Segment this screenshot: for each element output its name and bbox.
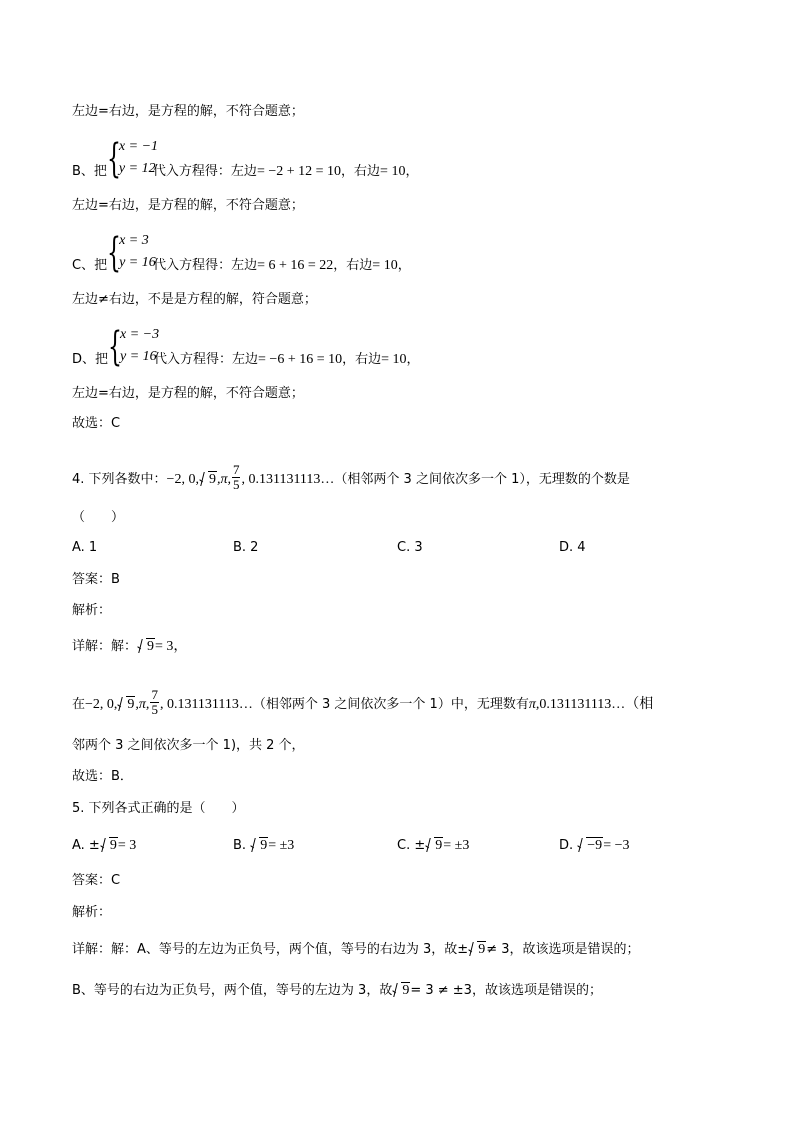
sqrt-9 (199, 471, 217, 489)
radicand: 9 (109, 838, 117, 853)
numerator: 7 (151, 687, 158, 702)
question-4-number: 4. 下列各数中： (72, 472, 167, 487)
right-side-label: ，右边 (341, 163, 381, 179)
option-label: C. ± (397, 838, 426, 853)
sqrt-9 (117, 696, 135, 714)
option-rhs: = ±3 (443, 838, 470, 853)
result-eq: = 3， (155, 639, 188, 654)
question-4-stem (72, 455, 630, 495)
substitute-text: 代入方程得：左边 (152, 163, 257, 179)
left-side-d: = −6 + 16 = 10 (258, 351, 343, 367)
equation-system-c: { x = 3 y = 16 (107, 230, 156, 276)
option-label: D. (559, 838, 578, 853)
equation-system-d: { x = −3 y = 16 (108, 324, 160, 370)
right-side-label: ，右边 (342, 351, 382, 367)
analysis-q4: 解析： (72, 603, 112, 618)
radicand: 9 (127, 697, 135, 712)
number-list-part: −2, 0, (166, 472, 199, 487)
radicand: 9 (478, 942, 486, 957)
fraction-seven-fifths (150, 688, 159, 717)
right-side-c: = 10 (372, 257, 398, 273)
system-b-x: x = −1 (118, 139, 159, 154)
detail-text-end: ≠ 3，故该选项是错误的； (486, 942, 640, 957)
left-side-b: = −2 + 12 = 10 (256, 163, 342, 179)
line-b-conclusion: 左边=右边，是方程的解，不符合题意； (72, 198, 304, 213)
radicand: 9 (402, 983, 410, 998)
q4-option-a[interactable]: A. 1 (72, 540, 98, 555)
detail-label: 详解：解： (72, 639, 138, 654)
left-side-c: = 6 + 16 = 22 (257, 257, 334, 273)
sqrt-9 (468, 941, 486, 959)
radicand: −9 (587, 838, 603, 853)
repeating-decimal-2: 0.131131113…（相 (539, 697, 654, 712)
q5-option-a[interactable] (72, 837, 136, 855)
line-c-conclusion: 左边≠右边，不是是方程的解，符合题意； (72, 292, 317, 307)
system-b-y: y = 12 (118, 161, 156, 176)
detail-text-end: = 3 ≠ ±3，故该选项是错误的； (410, 983, 602, 998)
radicand: 9 (147, 639, 155, 654)
option-label: B. (233, 838, 251, 853)
line-d-conclusion: 左边=右边，是方程的解，不符合题意； (72, 386, 304, 401)
sqrt-9 (137, 638, 155, 656)
option-rhs: = ±3 (268, 838, 295, 853)
system-c-x: x = 3 (119, 233, 149, 248)
sqrt-neg-9 (577, 837, 603, 855)
system-c-y: y = 16 (119, 255, 156, 270)
comma: ， (406, 351, 420, 367)
answer-choice-q4: 故选：B． (72, 769, 133, 784)
comma: ， (397, 257, 411, 273)
equation-system-b: { x = −1 y = 12 (106, 136, 159, 182)
q4-option-b[interactable]: B. 2 (233, 540, 259, 555)
label-d: D、把 (72, 351, 109, 367)
q5-option-b[interactable] (233, 837, 294, 855)
system-d-x: x = −3 (120, 327, 160, 342)
option-d-substitution (72, 326, 420, 368)
answer-choice-q3: 故选：C (72, 416, 121, 431)
detail-text: 详解：解：A、等号的左边为正负号，两个值，等号的右边为 3，故± (72, 942, 469, 957)
radicand: 9 (260, 838, 268, 853)
answer-q4: 答案：B (72, 572, 120, 587)
q5-option-d[interactable] (559, 837, 629, 855)
denominator: 5 (232, 477, 240, 492)
label-b: B、把 (72, 163, 107, 179)
q4-option-c[interactable]: C. 3 (397, 540, 423, 555)
radicand: 9 (435, 838, 443, 853)
right-side-label: ，右边 (333, 257, 373, 273)
option-rhs: = 3 (117, 838, 137, 853)
pi-symbol: ,π, (216, 472, 231, 487)
answer-q5: 答案：C (72, 873, 121, 888)
detail-q4 (72, 638, 187, 656)
pi-symbol: π, (528, 697, 540, 712)
question-4-text: （相邻两个 3 之间依次多一个 1），无理数的个数是 (334, 472, 630, 487)
radicand: 9 (208, 472, 216, 487)
repeating-decimal: , 0.131131113… (159, 697, 253, 712)
repeating-decimal: , 0.131131113… (241, 472, 335, 487)
pi-symbol: ,π, (135, 697, 150, 712)
detail-q5-a (72, 941, 640, 959)
denominator: 5 (151, 702, 158, 717)
irrational-count: 邻两个 3 之间依次多一个 1)，共 2 个， (72, 738, 305, 753)
system-d-y: y = 16 (120, 349, 157, 364)
right-side-d: = 10 (381, 351, 407, 367)
irrational-text: （相邻两个 3 之间依次多一个 1）中，无理数有 (252, 697, 529, 712)
irrational-list-line (72, 680, 653, 720)
option-rhs: = −3 (603, 838, 630, 853)
numerator: 7 (232, 462, 240, 477)
detail-q5-b (72, 982, 602, 1000)
substitute-text: 代入方程得：左边 (153, 257, 258, 273)
sqrt-9 (425, 837, 443, 855)
label-c: C、把 (72, 257, 108, 273)
question-5-stem: 5. 下列各式正确的是（ ） (72, 801, 245, 816)
number-list-part: −2, 0, (85, 697, 118, 712)
zai-label: 在 (72, 697, 86, 712)
analysis-q5: 解析： (72, 905, 112, 920)
question-4-paren: （ ） (72, 510, 125, 525)
q4-option-d[interactable]: D. 4 (559, 540, 586, 555)
sqrt-9 (392, 982, 410, 1000)
sqrt-9 (100, 837, 118, 855)
right-side-b: = 10 (380, 163, 406, 179)
substitute-text: 代入方程得：左边 (154, 351, 259, 367)
fraction-seven-fifths (232, 463, 241, 492)
option-c-substitution (72, 232, 411, 274)
comma: ， (405, 163, 419, 179)
q5-option-c[interactable] (397, 837, 469, 855)
line-a-conclusion: 左边=右边，是方程的解，不符合题意； (72, 104, 304, 119)
sqrt-9 (250, 837, 268, 855)
detail-text: B、等号的右边为正负号，两个值，等号的左边为 3，故 (72, 983, 393, 998)
option-label: A. ± (72, 838, 100, 853)
option-b-substitution (72, 138, 418, 180)
